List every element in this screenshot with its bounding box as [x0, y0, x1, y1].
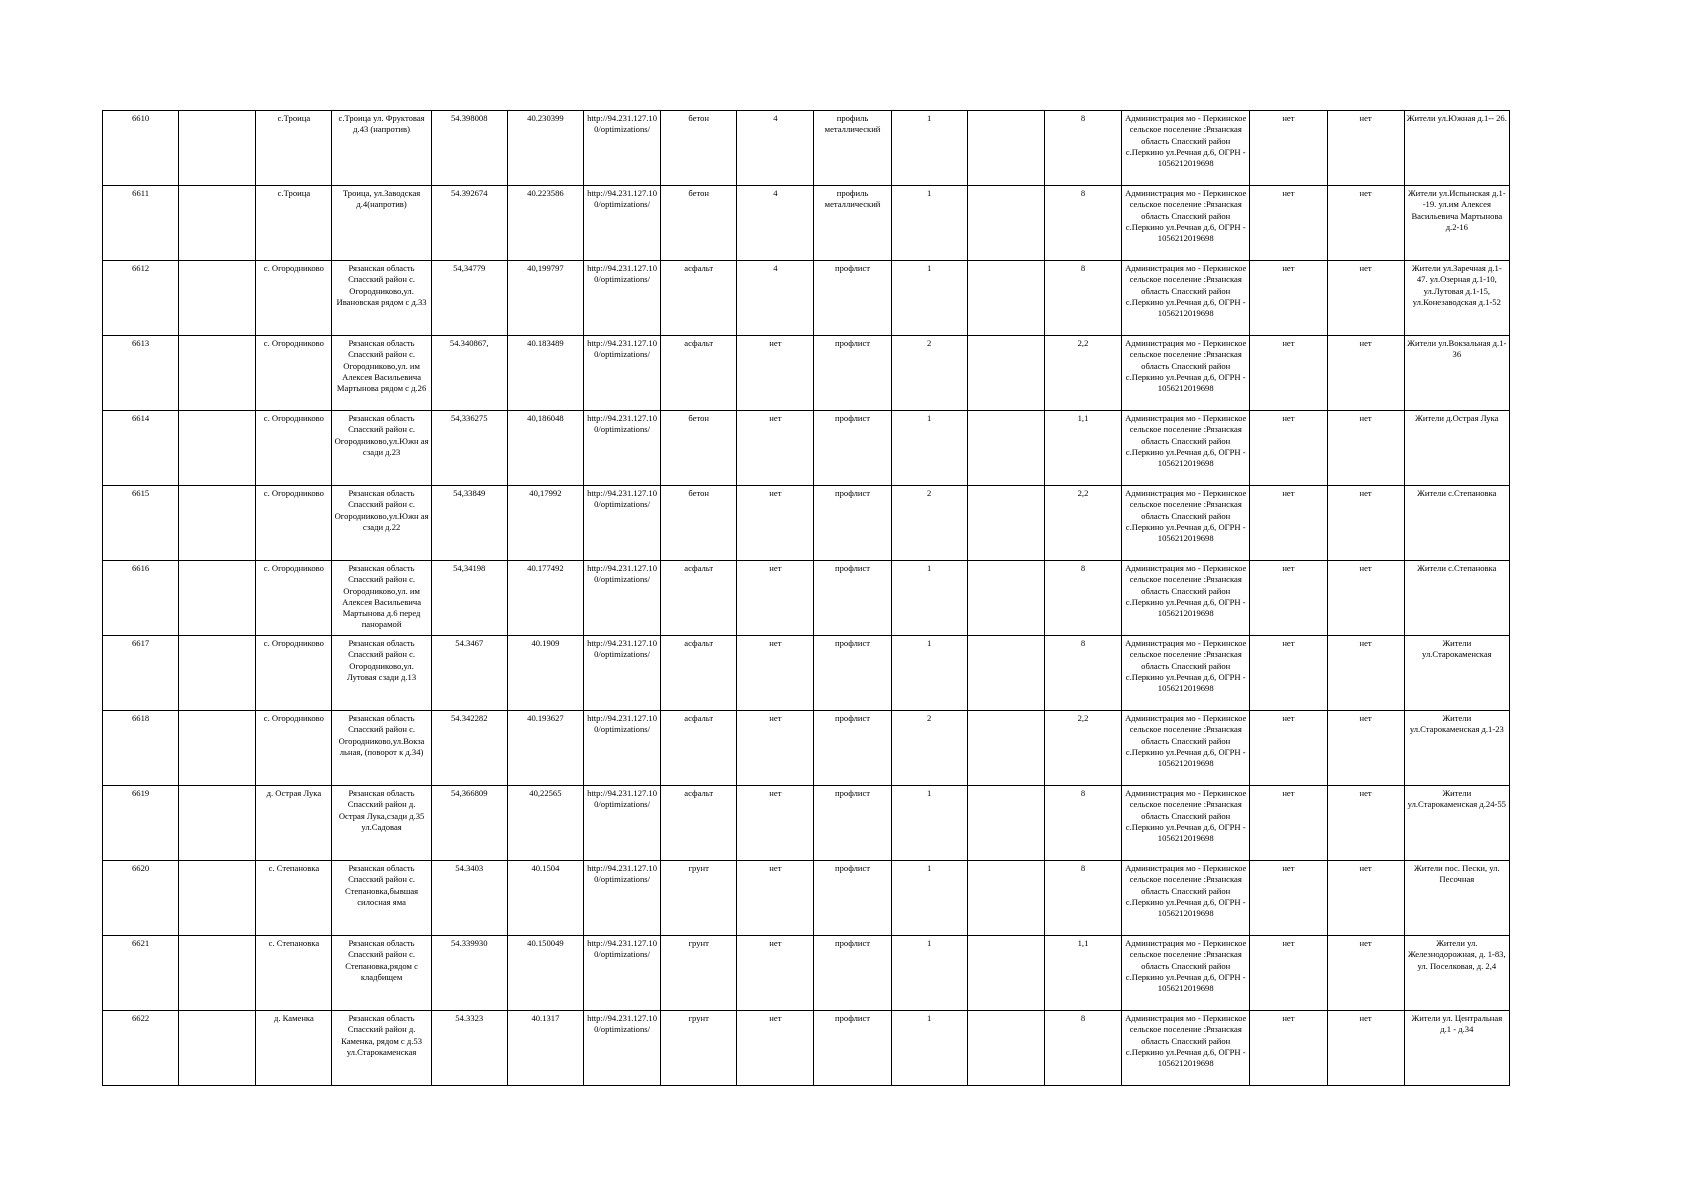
cell-volume: 8	[1044, 861, 1121, 936]
cell-containers-count: 1	[891, 1011, 967, 1086]
cell-flag-b: нет	[1327, 486, 1404, 561]
cell-map-link: http://94.231.127.10 0/optimizations/	[583, 261, 660, 336]
cell-settlement: с. Огородниково	[256, 561, 332, 636]
cell-containers-count: 1	[891, 261, 967, 336]
cell-longitude: 40.177492	[507, 561, 583, 636]
cell-served-residents: Жители ул. Железнодорожная, д. 1-83, ул. Поселковая, д. 2,4	[1404, 936, 1509, 1011]
cell-empty-cell-2	[967, 411, 1044, 486]
cell-empty-cell	[179, 336, 256, 411]
cell-settlement: с. Огородниково	[256, 411, 332, 486]
cell-empty-cell-2	[967, 636, 1044, 711]
table-row	[103, 186, 1510, 261]
cell-owner: Администрация мо - Перкинское сельское поселение :Рязанская область Спасский район с.Перкино ул.Речная д.6, ОГРН - 1056212019698	[1122, 261, 1250, 336]
cell-map-link: http://94.231.127.10 0/optimizations/	[583, 561, 660, 636]
cell-latitude: 54.3467	[431, 636, 507, 711]
cell-address: Рязанская область Спасский район с. Огородниково,ул. Лутовая сзади д.13	[332, 636, 431, 711]
cell-flag-a: нет	[1250, 711, 1327, 786]
cell-owner: Администрация мо - Перкинское сельское поселение :Рязанская область Спасский район с.Перкино ул.Речная д.6, ОГРН - 1056212019698	[1122, 186, 1250, 261]
cell-empty-cell-2	[967, 936, 1044, 1011]
cell-flag-a: нет	[1250, 786, 1327, 861]
cell-row-number: 6617	[103, 636, 179, 711]
cell-volume: 8	[1044, 1011, 1121, 1086]
cell-row-number: 6618	[103, 711, 179, 786]
cell-settlement: с. Степановка	[256, 861, 332, 936]
cell-flag-b: нет	[1327, 1011, 1404, 1086]
cell-row-number: 6620	[103, 861, 179, 936]
cell-map-link: http://94.231.127.10 0/optimizations/	[583, 636, 660, 711]
cell-map-link: http://94.231.127.10 0/optimizations/	[583, 786, 660, 861]
cell-owner: Администрация мо - Перкинское сельское поселение :Рязанская область Спасский район с.Перкино ул.Речная д.6, ОГРН - 1056212019698	[1122, 1011, 1250, 1086]
cell-empty-cell	[179, 786, 256, 861]
cell-latitude: 54.339930	[431, 936, 507, 1011]
cell-containers-count: 2	[891, 711, 967, 786]
cell-latitude: 54.340867,	[431, 336, 507, 411]
container-sites-table	[102, 110, 1510, 1086]
cell-owner: Администрация мо - Перкинское сельское поселение :Рязанская область Спасский район с.Перкино ул.Речная д.6, ОГРН - 1056212019698	[1122, 636, 1250, 711]
cell-empty-cell-2	[967, 111, 1044, 186]
table-row	[103, 1011, 1510, 1086]
cell-latitude: 54,34779	[431, 261, 507, 336]
cell-containers-count: 2	[891, 336, 967, 411]
cell-empty-cell	[179, 186, 256, 261]
cell-fence: профиль металлический	[814, 111, 891, 186]
cell-volume: 8	[1044, 111, 1121, 186]
cell-volume: 2,2	[1044, 336, 1121, 411]
cell-flag-b: нет	[1327, 561, 1404, 636]
cell-surface: грунт	[661, 936, 737, 1011]
cell-flag-a: нет	[1250, 411, 1327, 486]
cell-map-link: http://94.231.127.10 0/optimizations/	[583, 936, 660, 1011]
cell-empty-cell-2	[967, 261, 1044, 336]
cell-containers-count: 2	[891, 486, 967, 561]
cell-owner: Администрация мо - Перкинское сельское поселение :Рязанская область Спасский район с.Перкино ул.Речная д.6, ОГРН - 1056212019698	[1122, 486, 1250, 561]
cell-empty-cell	[179, 636, 256, 711]
cell-row-number: 6619	[103, 786, 179, 861]
cell-volume: 8	[1044, 786, 1121, 861]
cell-longitude: 40.150049	[507, 936, 583, 1011]
cell-volume: 8	[1044, 261, 1121, 336]
cell-served-residents: Жители д.Острая Лука	[1404, 411, 1509, 486]
cell-surface: асфальт	[661, 786, 737, 861]
cell-fence: профлист	[814, 936, 891, 1011]
cell-flag-a: нет	[1250, 336, 1327, 411]
cell-empty-cell-2	[967, 186, 1044, 261]
cell-owner: Администрация мо - Перкинское сельское поселение :Рязанская область Спасский район с.Перкино ул.Речная д.6, ОГРН - 1056212019698	[1122, 561, 1250, 636]
cell-map-link: http://94.231.127.10 0/optimizations/	[583, 336, 660, 411]
cell-flag-a: нет	[1250, 111, 1327, 186]
cell-latitude: 54.398008	[431, 111, 507, 186]
cell-surface: бетон	[661, 186, 737, 261]
cell-longitude: 40,22565	[507, 786, 583, 861]
cell-fence: профлист	[814, 786, 891, 861]
cell-settlement: с. Огородниково	[256, 486, 332, 561]
cell-longitude: 40.1504	[507, 861, 583, 936]
cell-flag-a: нет	[1250, 1011, 1327, 1086]
cell-longitude: 40.183489	[507, 336, 583, 411]
cell-fence: профлист	[814, 861, 891, 936]
cell-owner: Администрация мо - Перкинское сельское поселение :Рязанская область Спасский район с.Перкино ул.Речная д.6, ОГРН - 1056212019698	[1122, 411, 1250, 486]
cell-area: нет	[737, 336, 814, 411]
cell-surface: грунт	[661, 861, 737, 936]
cell-settlement: д. Острая Лука	[256, 786, 332, 861]
cell-map-link: http://94.231.127.10 0/optimizations/	[583, 186, 660, 261]
cell-empty-cell	[179, 861, 256, 936]
cell-area: 4	[737, 261, 814, 336]
cell-empty-cell-2	[967, 336, 1044, 411]
cell-containers-count: 1	[891, 636, 967, 711]
cell-row-number: 6622	[103, 1011, 179, 1086]
cell-settlement: д. Каменка	[256, 1011, 332, 1086]
cell-address: Рязанская область Спасский район с. Огородниково,ул. Ивановская рядом с д.33	[332, 261, 431, 336]
cell-flag-a: нет	[1250, 486, 1327, 561]
cell-latitude: 54.342282	[431, 711, 507, 786]
cell-containers-count: 1	[891, 186, 967, 261]
cell-served-residents: Жители ул.Испынская д.1--19. ул.им Алексея Васильевича Мартынова д.2-16	[1404, 186, 1509, 261]
cell-served-residents: Жители ул. Центральная д.1 - д.34	[1404, 1011, 1509, 1086]
table-row	[103, 711, 1510, 786]
cell-flag-a: нет	[1250, 861, 1327, 936]
cell-served-residents: Жители ул.Вокзальная д.1-36	[1404, 336, 1509, 411]
cell-address: Рязанская область Спасский район с. Степановка,бывшая силосная яма	[332, 861, 431, 936]
cell-flag-b: нет	[1327, 861, 1404, 936]
cell-latitude: 54.392674	[431, 186, 507, 261]
cell-address: Рязанская область Спасский район с. Огородниково,ул. им Алексея Васильевича Мартынова д.6 перед панорамой	[332, 561, 431, 636]
cell-row-number: 6616	[103, 561, 179, 636]
cell-address: Рязанская область Спасский район д. Острая Лука,сзади д.35 ул.Садовая	[332, 786, 431, 861]
cell-map-link: http://94.231.127.10 0/optimizations/	[583, 111, 660, 186]
cell-settlement: с. Огородниково	[256, 636, 332, 711]
cell-empty-cell	[179, 561, 256, 636]
cell-empty-cell	[179, 111, 256, 186]
cell-empty-cell	[179, 711, 256, 786]
cell-owner: Администрация мо - Перкинское сельское поселение :Рязанская область Спасский район с.Перкино ул.Речная д.6, ОГРН - 1056212019698	[1122, 711, 1250, 786]
cell-area: нет	[737, 561, 814, 636]
cell-fence: профлист	[814, 636, 891, 711]
cell-address: Троица, ул.Заводская д.4(напротив)	[332, 186, 431, 261]
table-row	[103, 336, 1510, 411]
cell-surface: асфальт	[661, 636, 737, 711]
cell-flag-a: нет	[1250, 186, 1327, 261]
cell-latitude: 54,34198	[431, 561, 507, 636]
cell-latitude: 54,336275	[431, 411, 507, 486]
cell-address: Рязанская область Спасский район с. Огородниково,ул.Южн ая сзади д.23	[332, 411, 431, 486]
cell-served-residents: Жители с.Степановка	[1404, 561, 1509, 636]
cell-row-number: 6613	[103, 336, 179, 411]
cell-empty-cell-2	[967, 486, 1044, 561]
cell-flag-b: нет	[1327, 411, 1404, 486]
table-body	[103, 111, 1510, 1086]
cell-area: нет	[737, 636, 814, 711]
cell-area: 4	[737, 111, 814, 186]
cell-area: нет	[737, 861, 814, 936]
table-row	[103, 111, 1510, 186]
cell-map-link: http://94.231.127.10 0/optimizations/	[583, 486, 660, 561]
cell-containers-count: 1	[891, 786, 967, 861]
cell-owner: Администрация мо - Перкинское сельское поселение :Рязанская область Спасский район с.Перкино ул.Речная д.6, ОГРН - 1056212019698	[1122, 861, 1250, 936]
cell-owner: Администрация мо - Перкинское сельское поселение :Рязанская область Спасский район с.Перкино ул.Речная д.6, ОГРН - 1056212019698	[1122, 111, 1250, 186]
cell-volume: 8	[1044, 561, 1121, 636]
cell-longitude: 40.223586	[507, 186, 583, 261]
cell-longitude: 40,186048	[507, 411, 583, 486]
cell-area: нет	[737, 711, 814, 786]
cell-fence: профлист	[814, 1011, 891, 1086]
cell-address: Рязанская область Спасский район с. Огородниково,ул. им Алексея Васильевича Мартынова рядом с д.26	[332, 336, 431, 411]
cell-fence: профлист	[814, 411, 891, 486]
cell-empty-cell-2	[967, 561, 1044, 636]
table-row	[103, 936, 1510, 1011]
table-row	[103, 411, 1510, 486]
cell-latitude: 54,33849	[431, 486, 507, 561]
cell-row-number: 6612	[103, 261, 179, 336]
cell-surface: асфальт	[661, 561, 737, 636]
cell-fence: профлист	[814, 561, 891, 636]
cell-latitude: 54,366809	[431, 786, 507, 861]
cell-containers-count: 1	[891, 411, 967, 486]
cell-row-number: 6615	[103, 486, 179, 561]
cell-owner: Администрация мо - Перкинское сельское поселение :Рязанская область Спасский район с.Перкино ул.Речная д.6, ОГРН - 1056212019698	[1122, 936, 1250, 1011]
cell-area: нет	[737, 786, 814, 861]
cell-flag-b: нет	[1327, 111, 1404, 186]
cell-served-residents: Жители ул.Заречная д.1-47. ул.Озерная д.1-10, ул.Лутовая д.1-15, ул.Конезаводская д.1-52	[1404, 261, 1509, 336]
cell-latitude: 54.3323	[431, 1011, 507, 1086]
cell-empty-cell	[179, 936, 256, 1011]
cell-latitude: 54.3403	[431, 861, 507, 936]
cell-containers-count: 1	[891, 561, 967, 636]
cell-fence: профиль металлический	[814, 186, 891, 261]
cell-surface: асфальт	[661, 261, 737, 336]
cell-volume: 8	[1044, 636, 1121, 711]
cell-surface: асфальт	[661, 336, 737, 411]
cell-settlement: с. Огородниково	[256, 711, 332, 786]
cell-longitude: 40.193627	[507, 711, 583, 786]
cell-owner: Администрация мо - Перкинское сельское поселение :Рязанская область Спасский район с.Перкино ул.Речная д.6, ОГРН - 1056212019698	[1122, 336, 1250, 411]
cell-surface: бетон	[661, 486, 737, 561]
cell-row-number: 6611	[103, 186, 179, 261]
cell-volume: 1,1	[1044, 936, 1121, 1011]
cell-address: Рязанская область Спасский район д. Каменка, рядом с д.53 ул.Старокаменская	[332, 1011, 431, 1086]
cell-flag-b: нет	[1327, 261, 1404, 336]
cell-map-link: http://94.231.127.10 0/optimizations/	[583, 861, 660, 936]
cell-containers-count: 1	[891, 111, 967, 186]
cell-longitude: 40,199797	[507, 261, 583, 336]
cell-flag-b: нет	[1327, 936, 1404, 1011]
cell-map-link: http://94.231.127.10 0/optimizations/	[583, 411, 660, 486]
cell-row-number: 6621	[103, 936, 179, 1011]
cell-empty-cell-2	[967, 861, 1044, 936]
cell-served-residents: Жители с.Степановка	[1404, 486, 1509, 561]
cell-row-number: 6614	[103, 411, 179, 486]
cell-flag-a: нет	[1250, 636, 1327, 711]
cell-surface: бетон	[661, 111, 737, 186]
cell-area: 4	[737, 186, 814, 261]
cell-surface: асфальт	[661, 711, 737, 786]
cell-flag-b: нет	[1327, 711, 1404, 786]
cell-longitude: 40,17992	[507, 486, 583, 561]
cell-longitude: 40.1909	[507, 636, 583, 711]
cell-served-residents: Жители ул.Старокаменская	[1404, 636, 1509, 711]
cell-map-link: http://94.231.127.10 0/optimizations/	[583, 711, 660, 786]
cell-containers-count: 1	[891, 936, 967, 1011]
cell-empty-cell-2	[967, 786, 1044, 861]
cell-map-link: http://94.231.127.10 0/optimizations/	[583, 1011, 660, 1086]
cell-volume: 1,1	[1044, 411, 1121, 486]
cell-served-residents: Жители пос. Пески, ул. Песочная	[1404, 861, 1509, 936]
cell-settlement: с. Огородниково	[256, 261, 332, 336]
cell-settlement: с.Троица	[256, 111, 332, 186]
cell-empty-cell	[179, 486, 256, 561]
cell-empty-cell-2	[967, 711, 1044, 786]
cell-served-residents: Жители ул.Старокаменская д.24-55	[1404, 786, 1509, 861]
cell-area: нет	[737, 411, 814, 486]
cell-longitude: 40.1317	[507, 1011, 583, 1086]
cell-volume: 2,2	[1044, 486, 1121, 561]
cell-fence: профлист	[814, 486, 891, 561]
cell-surface: бетон	[661, 411, 737, 486]
cell-flag-b: нет	[1327, 186, 1404, 261]
cell-empty-cell	[179, 411, 256, 486]
cell-flag-a: нет	[1250, 936, 1327, 1011]
cell-fence: профлист	[814, 261, 891, 336]
table-row	[103, 786, 1510, 861]
cell-empty-cell-2	[967, 1011, 1044, 1086]
cell-served-residents: Жители ул.Старокаменская д.1-23	[1404, 711, 1509, 786]
cell-empty-cell	[179, 1011, 256, 1086]
cell-settlement: с.Троица	[256, 186, 332, 261]
cell-area: нет	[737, 486, 814, 561]
table-row	[103, 636, 1510, 711]
cell-row-number: 6610	[103, 111, 179, 186]
table-row	[103, 861, 1510, 936]
cell-flag-b: нет	[1327, 336, 1404, 411]
cell-empty-cell	[179, 261, 256, 336]
table-row	[103, 261, 1510, 336]
cell-flag-a: нет	[1250, 261, 1327, 336]
cell-fence: профлист	[814, 336, 891, 411]
cell-address: Рязанская область Спасский район с. Огородниково,ул.Вокза льная, (поворот к д.34)	[332, 711, 431, 786]
cell-volume: 2,2	[1044, 711, 1121, 786]
cell-settlement: с. Огородниково	[256, 336, 332, 411]
cell-flag-b: нет	[1327, 786, 1404, 861]
cell-flag-b: нет	[1327, 636, 1404, 711]
table-row	[103, 561, 1510, 636]
cell-address: Рязанская область Спасский район с. Огородниково,ул.Южн ая сзади д.22	[332, 486, 431, 561]
cell-flag-a: нет	[1250, 561, 1327, 636]
cell-address: Рязанская область Спасский район с. Степановка,рядом с кладбищем	[332, 936, 431, 1011]
cell-served-residents: Жители ул.Южная д.1-- 26.	[1404, 111, 1509, 186]
cell-address: с.Троица ул. Фруктовая д.43 (напротив)	[332, 111, 431, 186]
cell-area: нет	[737, 936, 814, 1011]
cell-volume: 8	[1044, 186, 1121, 261]
cell-containers-count: 1	[891, 861, 967, 936]
cell-longitude: 40.230399	[507, 111, 583, 186]
cell-area: нет	[737, 1011, 814, 1086]
cell-surface: грунт	[661, 1011, 737, 1086]
cell-settlement: с. Степановка	[256, 936, 332, 1011]
cell-owner: Администрация мо - Перкинское сельское поселение :Рязанская область Спасский район с.Перкино ул.Речная д.6, ОГРН - 1056212019698	[1122, 786, 1250, 861]
table-row	[103, 486, 1510, 561]
cell-fence: профлист	[814, 711, 891, 786]
